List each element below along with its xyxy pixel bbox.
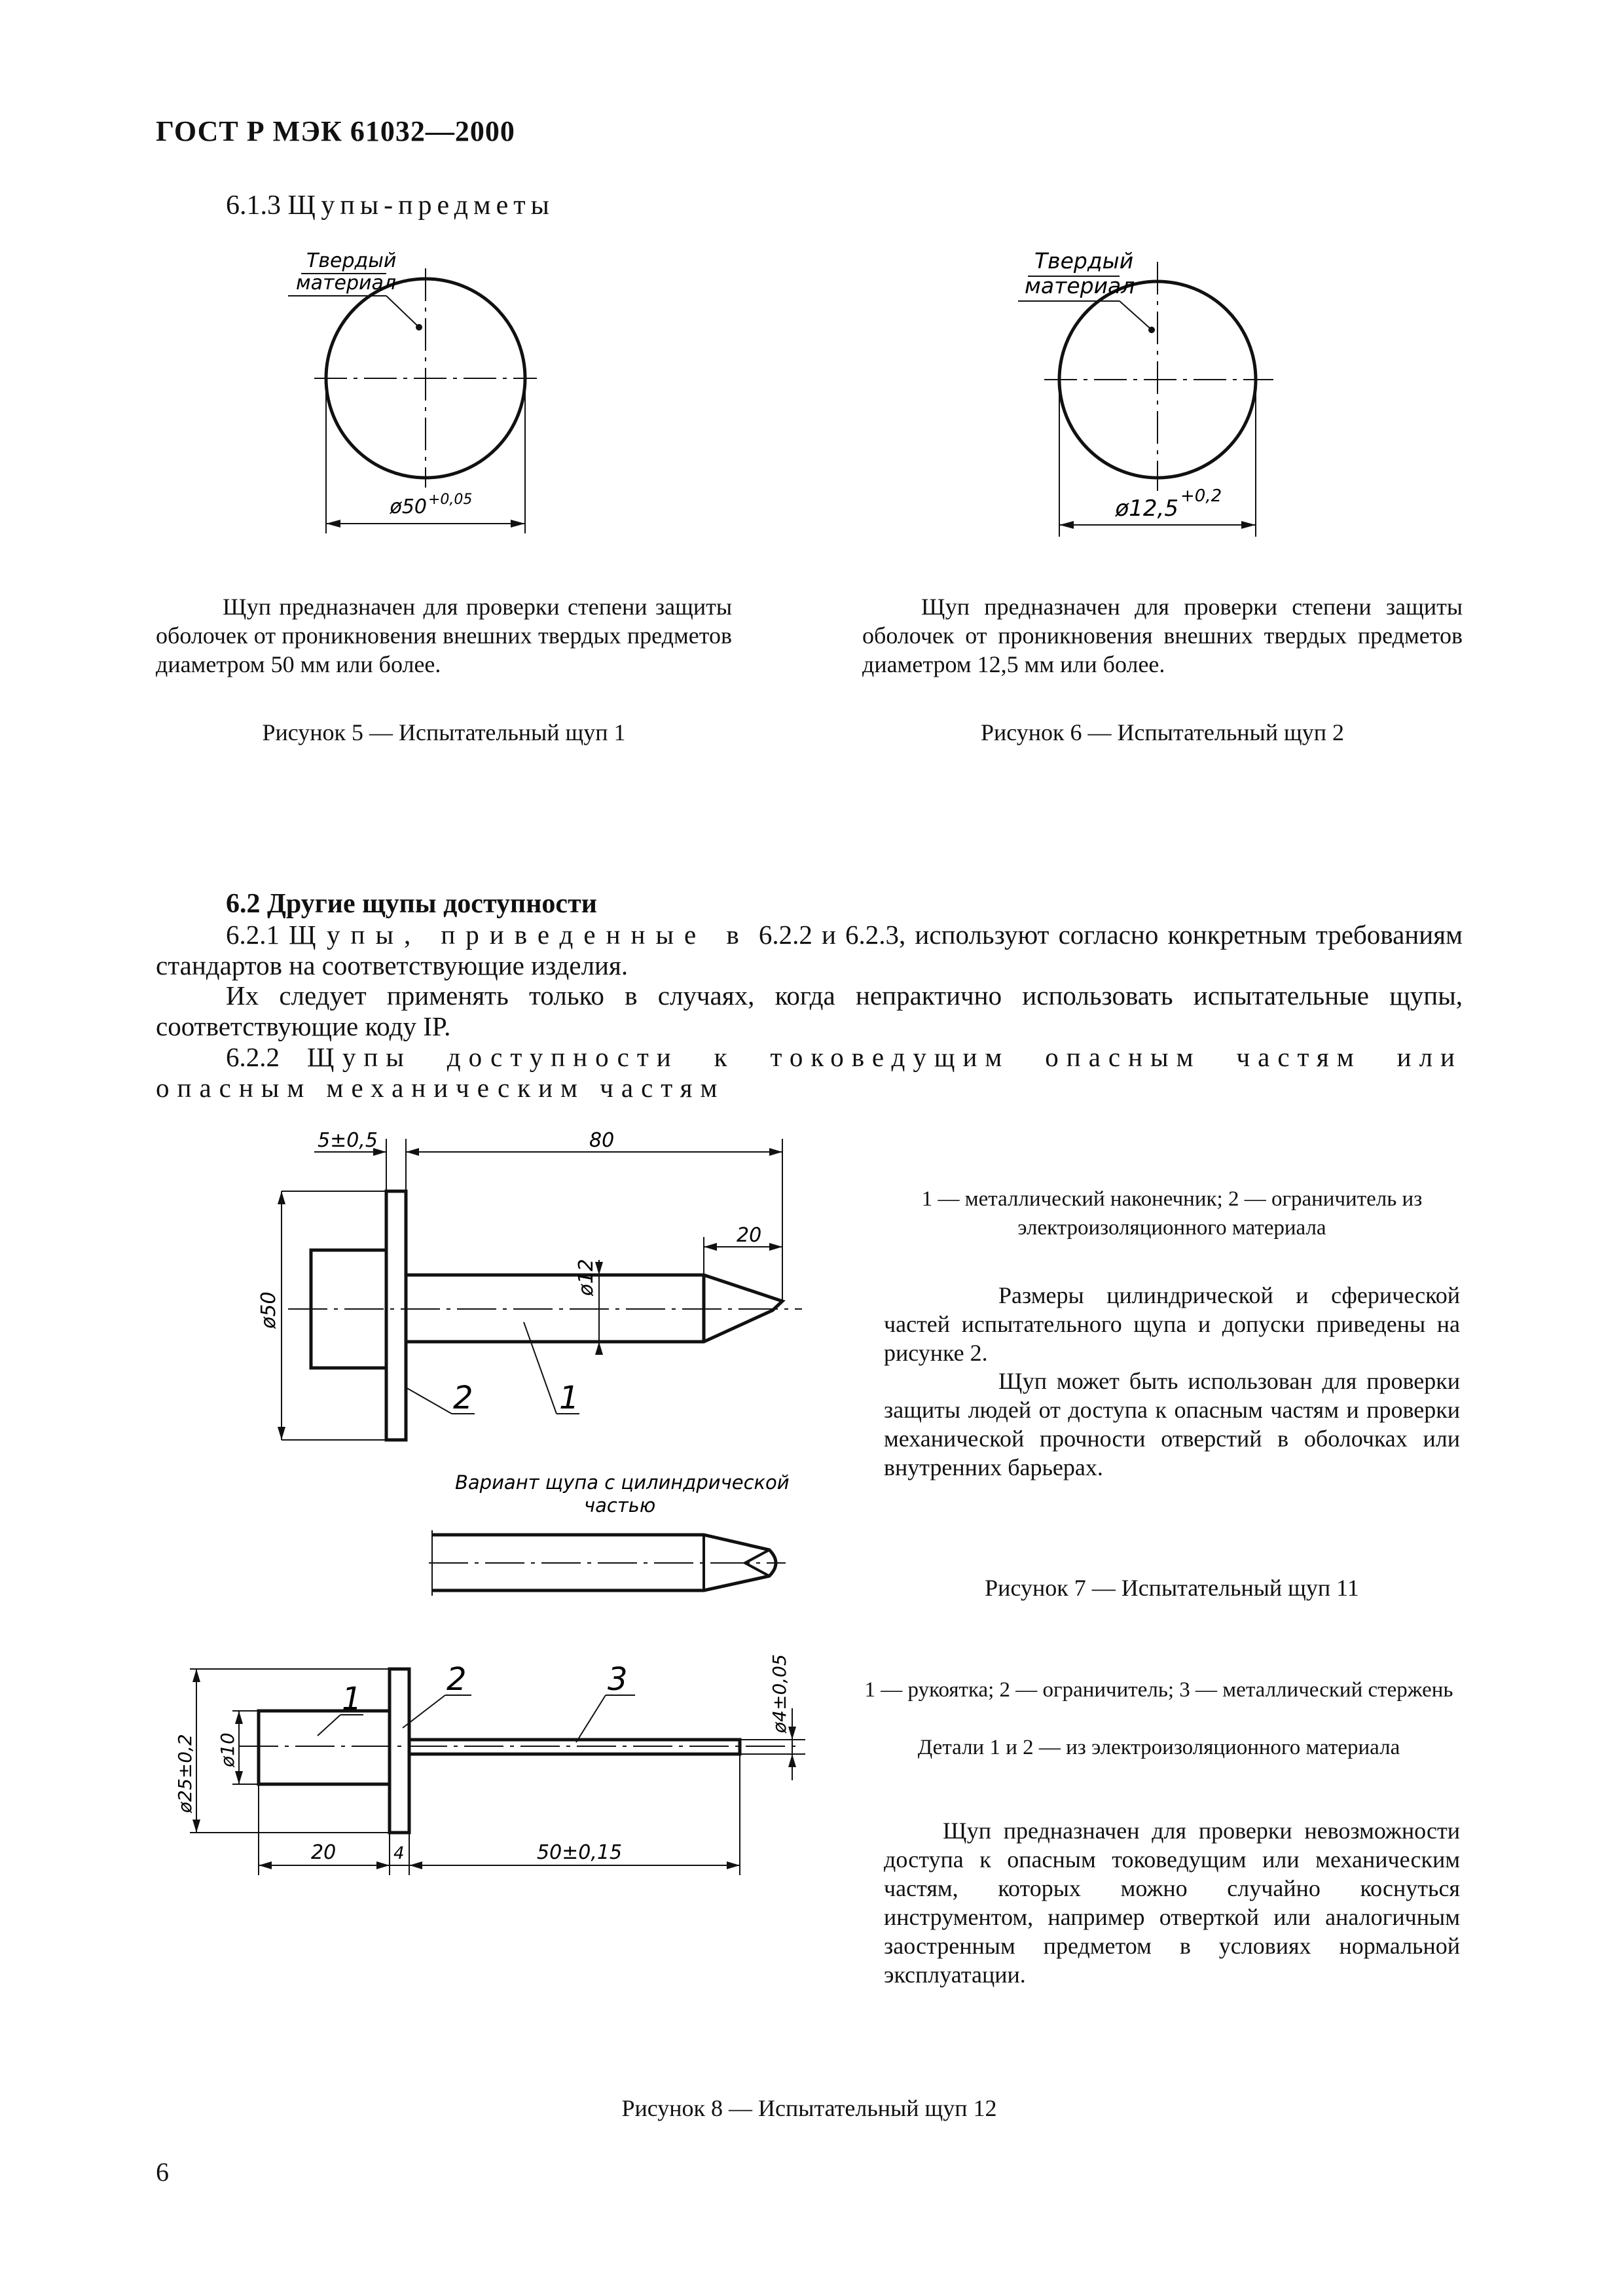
figure-8-caption: Рисунок 8 — Испытательный щуп 12	[621, 2095, 997, 2121]
leader-dot	[416, 324, 422, 331]
dim-handle-value: ø10	[217, 1732, 238, 1767]
paragraph-ip: Их следует применять только в случаях, когда непрактично использовать испытательные щупы, соответствующие коду IP.	[156, 980, 1463, 1041]
figure-7-description-2: Щуп может быть использован для проверки защиты людей от доступа к опасным частям и проверки механической прочности отверстий в оболочках или внутренних барьерах.	[884, 1368, 1460, 1480]
part-label-1: 1	[559, 1380, 579, 1416]
figure-8-description: Щуп предназначен для проверки невозможности доступа к опасным токоведущим или механическим частям, которых можно случайно коснуться инструментом, например отверткой или аналогичным заостренным предметом в условиях нормальной эксплуатации.	[884, 1818, 1460, 1988]
material-label-line1: Твердый	[1034, 248, 1134, 274]
paragraph-6-2-1	[156, 920, 1463, 981]
arrow	[704, 1243, 717, 1251]
variant-label-line1: Вариант щупа с цилиндрической	[455, 1471, 790, 1494]
figure-8-legend-2: Детали 1 и 2 — из электроизоляционного материала	[917, 1736, 1400, 1759]
dim-pin-value: ø4±0,05	[769, 1654, 790, 1733]
arrow	[192, 1669, 200, 1682]
figure-6-caption: Рисунок 6 — Испытательный щуп 2	[981, 719, 1344, 745]
probe-handle	[259, 1711, 390, 1784]
arrow	[235, 1711, 243, 1724]
diameter-value: ø12,5	[1115, 495, 1178, 522]
figure-7-legend: 1 — металлический наконечник; 2 — ограничитель из электроизоляционного материала	[921, 1187, 1423, 1240]
leader-1	[318, 1715, 340, 1736]
section-title: Щупы-предметы	[287, 190, 555, 221]
dim-pin-len: 50±0,15	[537, 1841, 623, 1864]
paragraph-number: 6.2.1	[226, 920, 280, 950]
leader-line	[386, 296, 418, 326]
diameter-tolerance: +0,2	[1180, 486, 1222, 506]
dim-tip-value: 20	[737, 1224, 762, 1247]
paragraph-text: 6.2.2 и 6.2.3, используют согласно конкретным требованиям стандартов на соответствующие изделия.	[156, 920, 1463, 980]
probe-stop	[390, 1669, 409, 1833]
figure-5-caption: Рисунок 5 — Испытательный щуп 1	[262, 719, 626, 745]
section-number: 6.1.3	[226, 190, 281, 221]
part-label-1: 1	[342, 1681, 362, 1717]
figure-8-drawing	[174, 1649, 805, 1898]
paragraph-6-2-2	[156, 1042, 1463, 1103]
arrow	[406, 1148, 419, 1156]
arrow	[595, 1342, 603, 1355]
section-6-1-3-title	[226, 190, 555, 221]
arrow-left	[326, 520, 340, 528]
figure-7-drawing	[249, 1126, 812, 1610]
leader-1	[524, 1322, 556, 1414]
arrow	[278, 1427, 285, 1440]
diameter-tolerance: +0,05	[428, 492, 473, 508]
figure-5-drawing	[275, 242, 642, 556]
figure-8-legend-1: 1 — рукоятка; 2 — ограничитель; 3 — металлический стержень	[864, 1678, 1453, 1702]
leader-2	[406, 1388, 452, 1414]
arrow	[259, 1861, 272, 1869]
figure-7-description-1: Размеры цилиндрической и сферической частей испытательного щупа и допуски приведены на рисунке 2.	[884, 1282, 1460, 1366]
paragraph-spaced-title: Щупы доступности к токоведущим опасным частям или опасным механическим частям	[156, 1042, 1463, 1103]
paragraph-number: 6.2.2	[226, 1042, 280, 1072]
arrow-left	[1059, 521, 1074, 529]
dim-rod-value: ø12	[575, 1259, 598, 1296]
arrow	[376, 1861, 390, 1869]
arrow	[409, 1861, 422, 1869]
figure-6-description: Щуп предназначен для проверки степени защиты оболочек от проникновения внешних твердых предметов диаметром 12,5 мм или более.	[862, 594, 1463, 677]
arrow	[788, 1754, 796, 1767]
diameter-value: ø50	[390, 495, 427, 518]
paragraph-spaced-title: Щупы, приведенные в	[289, 920, 750, 950]
arrow-right	[1241, 521, 1256, 529]
arrow	[769, 1243, 782, 1251]
variant-label-line2: частью	[584, 1494, 656, 1516]
document-header: ГОСТ Р МЭК 61032—2000	[156, 115, 515, 147]
figure-5-description: Щуп предназначен для проверки степени защиты оболочек от проникновения внешних твердых предметов диаметром 50 мм или более.	[156, 594, 732, 677]
part-label-2: 2	[453, 1380, 473, 1416]
dim-handle-len: 20	[311, 1841, 337, 1864]
section-6-2-heading: 6.2 Другие щупы доступности	[226, 889, 597, 919]
material-label-line2: материал	[1025, 273, 1135, 298]
leader-3	[576, 1695, 606, 1742]
figure-7-caption: Рисунок 7 — Испытательный щуп 11	[985, 1575, 1359, 1601]
arrow	[235, 1771, 243, 1784]
part-label-3: 3	[608, 1661, 628, 1698]
leader-dot	[1148, 327, 1155, 333]
figure-6-drawing	[1005, 242, 1372, 556]
arrow	[769, 1148, 782, 1156]
material-label-line2: материал	[296, 272, 397, 295]
arrow	[278, 1191, 285, 1204]
dim-stop-value: ø50	[257, 1291, 280, 1329]
dim-stop-value: ø25±0,2	[174, 1734, 196, 1813]
probe-stop-flange	[386, 1191, 406, 1440]
page-number: 6	[156, 2157, 169, 2187]
dim-stop-thk: 4	[393, 1844, 405, 1863]
part-label-2: 2	[447, 1661, 467, 1698]
dim-length-value: 80	[589, 1129, 615, 1152]
leader-line	[1120, 301, 1150, 329]
arrow	[727, 1861, 740, 1869]
dim-flange-value: 5±0,5	[318, 1129, 378, 1152]
arrow-right	[511, 520, 525, 528]
material-label-line1: Твердый	[306, 249, 397, 272]
arrow	[192, 1820, 200, 1833]
